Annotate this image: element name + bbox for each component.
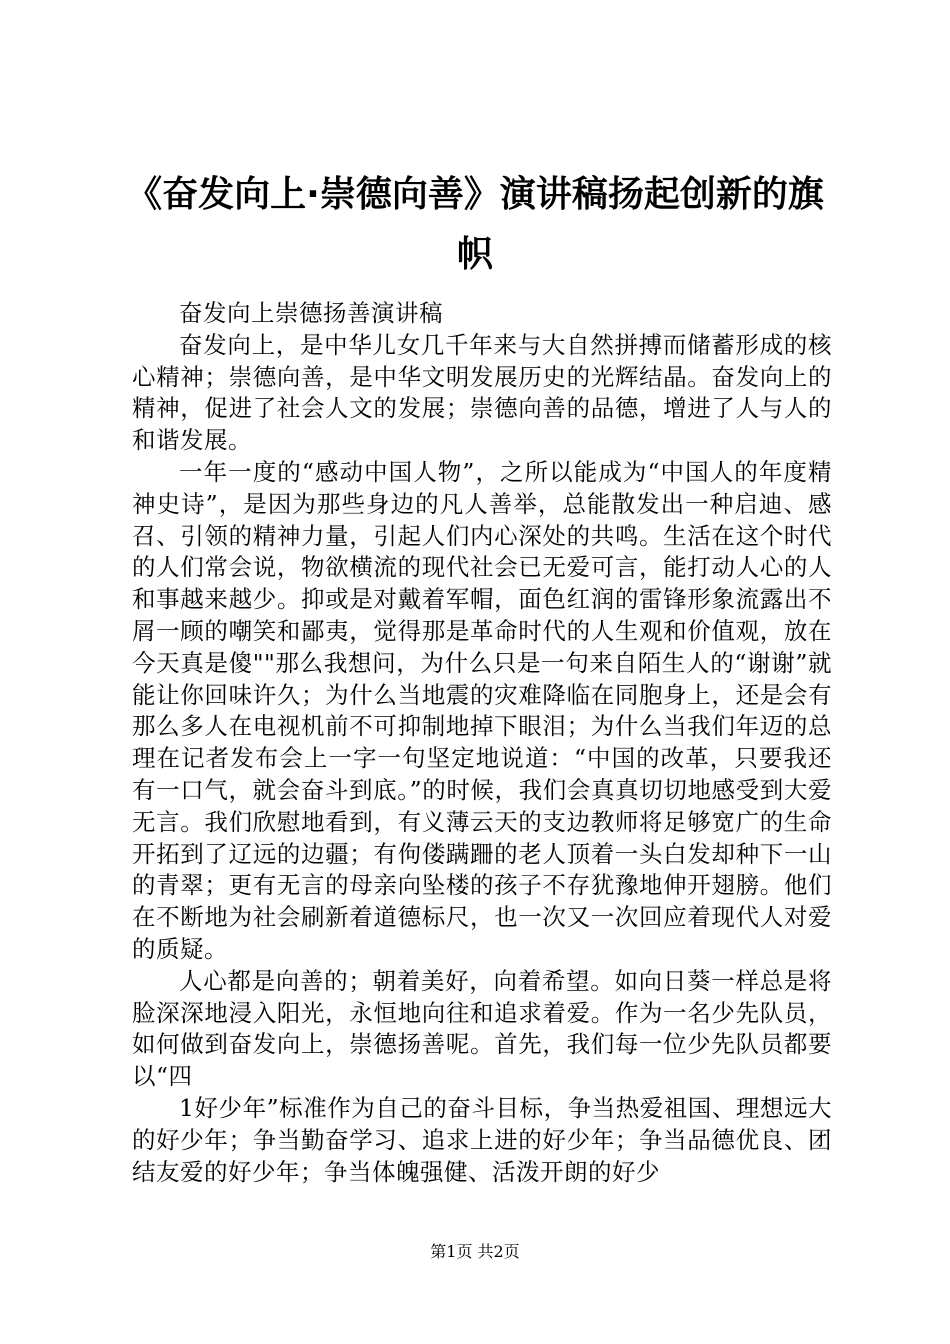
page-footer: 第1页 共2页: [430, 1242, 520, 1261]
paragraph-3: 人心都是向善的；朝着美好，向着希望。如向日葵一样总是将脸深深地浸入阳光，永恒地向往和追求着爱。作为一名少先队员，如何做到奋发向上，崇德扬善呢。首先，我们每一位少先队员都要以“四: [132, 966, 832, 1091]
document-title: 《奋发向上·崇德向善》演讲稿扬起创新的旗帜: [126, 174, 824, 275]
paragraph-subtitle: 奋发向上崇德扬善演讲稿: [179, 299, 443, 327]
paragraph-2: 一年一度的“感动中国人物”，之所以能成为“中国人的年度精神史诗”，是因为那些身边的凡人善举，总能散发出一种启迪、感召、引领的精神力量，引起人们内心深处的共鸣。生活在这个时代的人们常会说，物欲横流的现代社会已无爱可言，能打动人心的人和事越来越少。抑或是对戴着军帽，面色红润的雷锋形象流露出不屑一顾的嘲笑和鄙夷，觉得那是革命时代的人生观和价值观，放在今天真是傻""那么我想问，为什么只是一句来自陌生人的“谢谢”就能让你回味许久；为什么当地震的灾难降临在同胞身上，还是会有那么多人在电视机前不可抑制地掉下眼泪；为什么当我们年迈的总理在记者发布会上一字一句坚定地说道：“中国的改革，只要我还有一口气，就会奋斗到底。”的时候，我们会真真切切地感受到大爱无言。我们欣慰地看到，有义薄云天的支边教师将足够宽广的生命开拓到了辽远的边疆；有佝偻蹒跚的老人顶着一头白发却种下一山的青翠；更有无言的母亲向坠楼的孩子不存犹豫地伸开翅膀。他们在不断地为社会刷新着道德标尺，也一次又一次回应着现代人对爱的质疑。: [132, 457, 832, 963]
document-body: [132, 298, 832, 1188]
paragraph-4: 1好少年”标准作为自己的奋斗目标，争当热爱祖国、理想远大的好少年；争当勤奋学习、追求上进的好少年；争当品德优良、团结友爱的好少年；争当体魄强健、活泼开朗的好少: [132, 1093, 832, 1186]
paragraph-1: 奋发向上，是中华儿女几千年来与大自然拼搏而储蓄形成的核心精神；崇德向善，是中华文明发展历史的光辉结晶。奋发向上的精神，促进了社会人文的发展；崇德向善的品德，增进了人与人的和谐发展。: [132, 330, 832, 455]
